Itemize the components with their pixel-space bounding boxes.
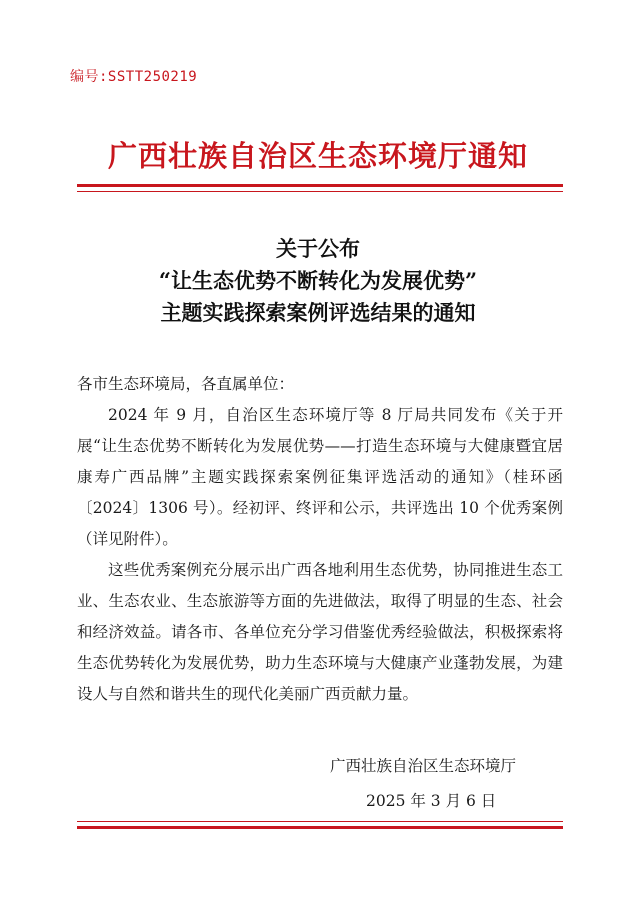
header-divider-thick bbox=[77, 184, 563, 187]
salutation: 各市生态环境局，各直属单位： bbox=[77, 375, 295, 393]
body-paragraph-1: 2024 年 9 月，自治区生态环境厅等 8 厅局共同发布《关于开展“让生态优势不断转化为发展优势——打造生态环境与大健康暨宜居康寿广西品牌”主题实践探索案例征集评选活动的通知》（桂环函〔2024〕1306 号）。经初评、终评和公示，共评选出 10 个优秀案例（详见附件）。 bbox=[77, 406, 563, 548]
issue-date: 2025 年 3 月 6 日 bbox=[366, 792, 497, 810]
issuing-organization-title: 广西壮族自治区生态环境厅通知 bbox=[107, 139, 528, 173]
body-paragraph-2: 这些优秀案例充分展示出广西各地利用生态优势，协同推进生态工业、生态农业、生态旅游等方面的先进做法，取得了明显的生态、社会和经济效益。请各市、各单位充分学习借鉴优秀经验做法，积极探索将生态优势转化为发展优势，助力生态环境与大健康产业蓬勃发展，为建设人与自然和谐共生的现代化美丽广西贡献力量。 bbox=[77, 561, 563, 703]
header-divider-thin bbox=[77, 191, 563, 192]
issuer-signature: 广西壮族自治区生态环境厅 bbox=[330, 757, 517, 775]
document-serial-number: 编号:SSTT250219 bbox=[70, 69, 198, 85]
notice-body bbox=[77, 369, 563, 710]
notice-title-line-2: “让生态优势不断转化为发展优势” bbox=[158, 268, 478, 293]
notice-title-line-1: 关于公布 bbox=[276, 236, 360, 261]
footer-divider-thick bbox=[77, 826, 563, 829]
footer-divider-thin bbox=[77, 821, 563, 822]
notice-title bbox=[0, 233, 636, 329]
notice-title-line-3: 主题实践探索案例评选结果的通知 bbox=[160, 300, 476, 325]
